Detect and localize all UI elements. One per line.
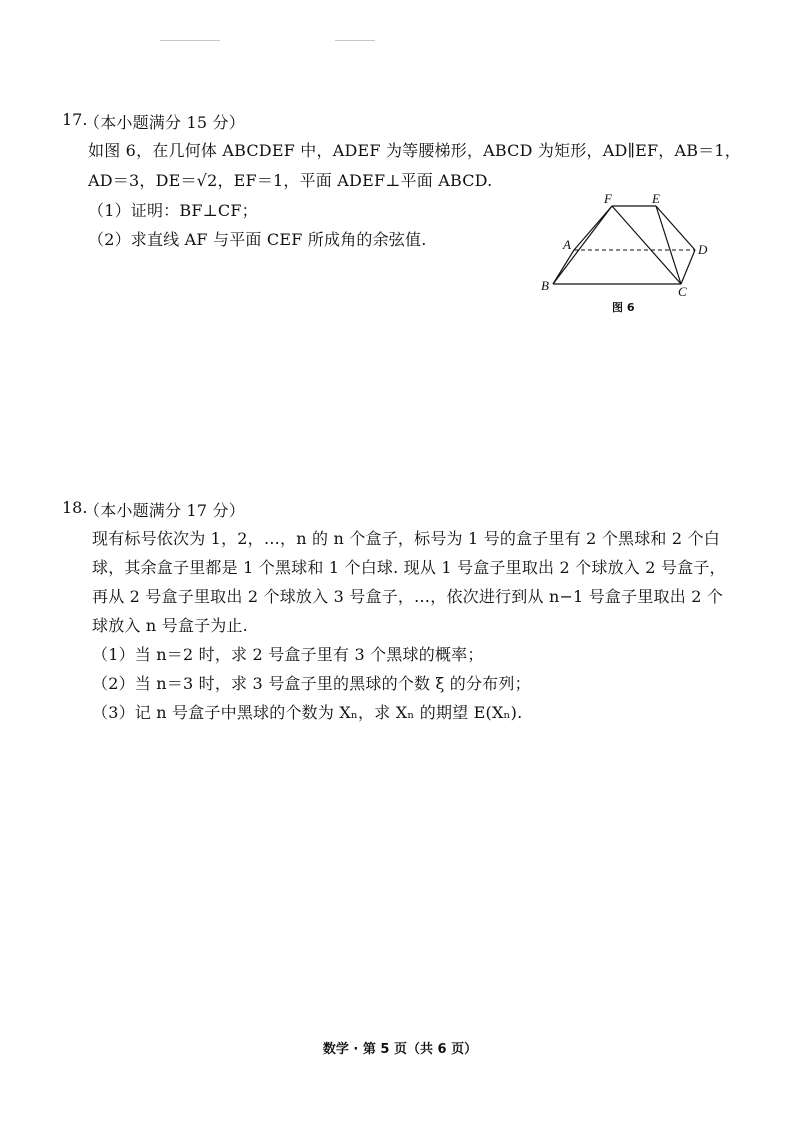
edge-BF [553, 206, 612, 284]
question-18-part1: （1）当 n＝2 时，求 2 号盒子里有 3 个黑球的概率； [92, 645, 484, 664]
vertex-label-F: F [604, 191, 612, 206]
question-18-stem-line2: 球，其余盒子里都是 1 个黑球和 1 个白球. 现从 1 号盒子里取出 2 个球放入 2 号盒子， [92, 558, 726, 577]
vertex-label-B: B [541, 278, 549, 293]
top-rule-right [335, 40, 375, 41]
question-17-stem-line1: 如图 6，在几何体 ABCDEF 中，ADEF 为等腰梯形，ABCD 为矩形，AD∥EF，AB＝1， [88, 141, 741, 160]
edge-CF [612, 206, 681, 284]
figure-6-geometry [536, 190, 716, 320]
page-footer: 数学 · 第 5 页（共 6 页） [322, 1042, 478, 1057]
question-18-header: （本小题满分 17 分） [84, 501, 245, 520]
question-17-number: 17. [62, 110, 88, 129]
edge-AB [553, 250, 574, 284]
question-18-part3: （3）记 n 号盒子中黑球的个数为 Xₙ，求 Xₙ 的期望 E(Xₙ). [92, 703, 523, 722]
question-18-number: 18. [62, 498, 88, 517]
question-17-part1: （1）证明：BF⊥CF； [88, 201, 258, 220]
vertex-label-A: A [563, 237, 571, 252]
edge-CD [681, 250, 695, 284]
question-17-part2: （2）求直线 AF 与平面 CEF 所成角的余弦值. [88, 230, 427, 249]
question-18-part2: （2）当 n＝3 时，求 3 号盒子里的黑球的个数 ξ 的分布列； [92, 674, 531, 693]
figure-6-caption: 图 6 [612, 301, 635, 314]
top-rule-left [160, 40, 220, 41]
question-17-header: （本小题满分 15 分） [84, 113, 245, 132]
question-18-stem-line4: 球放入 n 号盒子为止. [92, 616, 248, 635]
question-17-stem-line2: AD＝3，DE＝√2，EF＝1，平面 ADEF⊥平面 ABCD. [88, 171, 493, 190]
edge-CE [656, 206, 681, 284]
vertex-label-D: D [698, 242, 708, 257]
question-18-stem-line1: 现有标号依次为 1，2，…，n 的 n 个盒子，标号为 1 号的盒子里有 2 个黑球和 2 个白 [92, 529, 720, 548]
vertex-label-E: E [652, 191, 660, 206]
vertex-label-C: C [678, 284, 687, 299]
edge-DE [656, 206, 695, 250]
question-18-stem-line3: 再从 2 号盒子里取出 2 个球放入 3 号盒子，…，依次进行到从 n−1 号盒子里取出 2 个 [92, 587, 724, 606]
